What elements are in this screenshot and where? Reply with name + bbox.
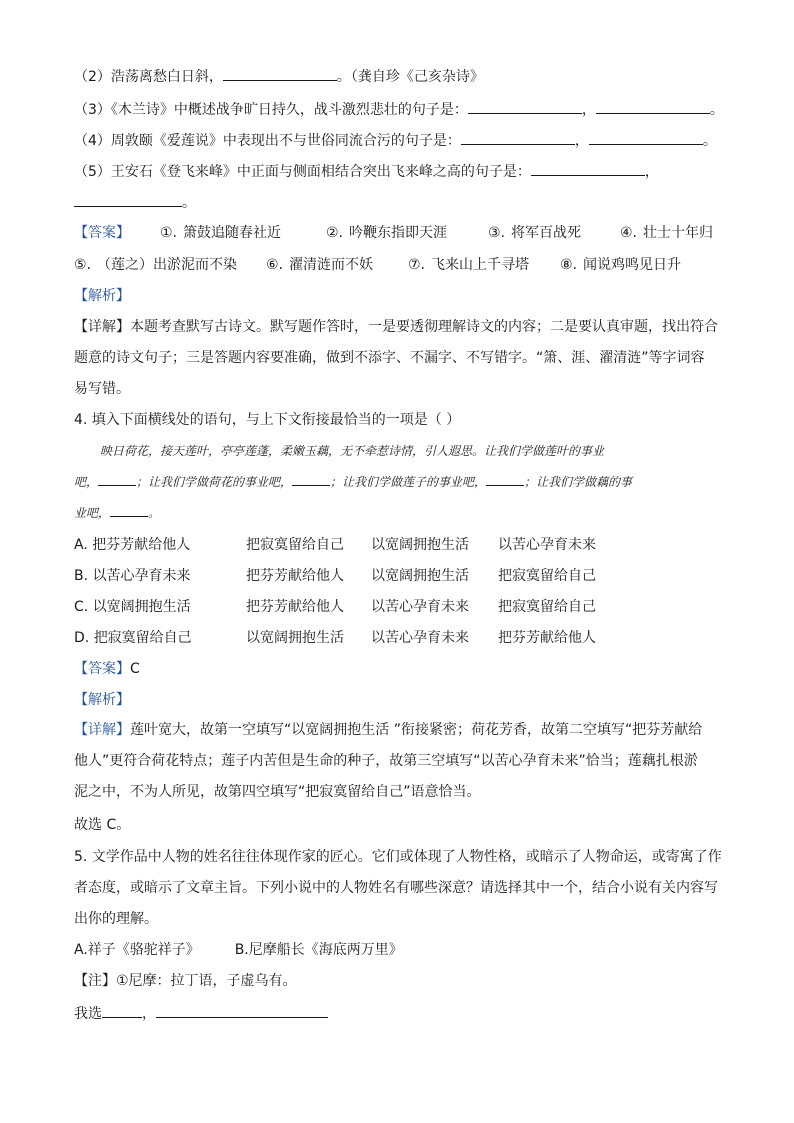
choice-a[interactable]: A.祥子《骆驼祥子》 — [74, 942, 200, 958]
q3-item-5-cont: 。 — [74, 192, 196, 213]
answer-item-7: ⑦. 飞来山上千寻塔 — [408, 257, 530, 273]
q5-note: 【注】①尼摩：拉丁语，子虚乌有。 — [74, 973, 297, 989]
q5-response: 我选 ， — [74, 1003, 328, 1024]
choice-b[interactable]: B.尼摩船长《海底两万里》 — [234, 942, 403, 958]
answer-item-5: ⑤. （莲之）出淤泥而不染 — [74, 257, 238, 273]
q4-detail: 【详解】莲叶宽大，故第一空填写“以宽阔拥抱生活 ”衔接紧密；荷花芳香，故第二空填写“把芬芳献给 他人”更符合荷花特点；莲子内苦但是生命的种子，故第三空填写“以苦心孕育未来”恰当；莲藕扎根淤 泥之中，不为人所见，故第四空填写“把寂寞留给自己”语意恰当。 — [74, 722, 703, 800]
answer-item-4: ④. 壮士十年归 — [620, 225, 714, 241]
answer-blank[interactable] — [292, 471, 330, 486]
choice-blank[interactable] — [102, 1003, 142, 1018]
answer-tag: 【答案】 — [74, 661, 130, 677]
q5-stem: 5. 文学作品中人物的姓名往往体现作家的匠心。它们或体现了人物性格，或暗示了人物命运，或寄寓了作 者态度，或暗示了文章主旨。下列小说中的人物姓名有哪些深意？请选择其中一个，结合小说有关内容写 出你的理解。 — [74, 849, 722, 927]
answer-blank[interactable] — [468, 99, 582, 114]
answer-blank[interactable] — [531, 161, 645, 176]
q4-answer: 【答案】C — [74, 661, 140, 677]
answer-blank[interactable] — [486, 471, 524, 486]
q3-item-2: （2）浩荡离愁白日斜， 。（龚自珍《己亥杂诗》 — [74, 66, 484, 87]
answer-item-2: ②. 吟鞭东指即天涯 — [326, 225, 448, 241]
detail-tag: 【详解】 — [74, 722, 130, 738]
q4-stem: 4. 填入下面横线处的语句，与上下文衔接最恰当的一项是（ ） — [74, 412, 461, 428]
answer-blank[interactable] — [223, 66, 337, 81]
q3-item-4: （4）周敦颐《爱莲说》中表现出不与世俗同流合污的句子是： ， 。 — [74, 130, 717, 151]
detail-tag: 【详解】 — [74, 319, 130, 335]
answer-blank[interactable] — [74, 192, 182, 207]
answer-blank[interactable] — [98, 471, 136, 486]
analysis-tag: 【解析】 — [74, 692, 130, 708]
q3-item-5: （5）王安石《登飞来峰》中正面与侧面相结合突出飞来峰之高的句子是： ， — [74, 161, 659, 182]
answer-tag: 【答案】 — [74, 225, 130, 241]
answer-blank[interactable] — [596, 99, 710, 114]
q3-detail: 【详解】本题考查默写古诗文。默写题作答时，一是要透彻理解诗文的内容；二是要认真审题，找出符合 题意的诗文句子；三是答题内容要准确，做到不添字、不漏字、不写错字。“箫、涯、濯清涟”等字词容 易写错。 — [74, 319, 718, 397]
analysis-tag: 【解析】 — [74, 288, 130, 304]
q3-item-3: （3）《木兰诗》中概述战争旷日持久，战斗激烈悲壮的句子是： ， 。 — [74, 99, 724, 120]
q5-choices — [74, 940, 403, 960]
answer-blank[interactable] — [589, 130, 703, 145]
answer-blank[interactable] — [110, 502, 148, 517]
q4-conclusion: 故选 C。 — [74, 817, 131, 833]
q4-passage: 映日荷花，接天莲叶，亭亭莲蓬，柔嫩玉藕，无不牵惹诗情，引人遐思。让我们学做莲叶的事业 吧， ；让我们学做荷花的事业吧， ；让我们学做莲子的事业吧， ；让我们学做藕的事 业吧， 。 — [74, 444, 633, 520]
answer-item-8: ⑧. 闻说鸡鸣见日升 — [560, 257, 682, 273]
answer-blank[interactable] — [156, 1003, 328, 1018]
answer-item-6: ⑥. 濯清涟而不妖 — [266, 257, 374, 273]
answer-item-1: ①. 箫鼓追随春社近 — [160, 225, 282, 241]
answer-item-3: ③. 将军百战死 — [488, 225, 582, 241]
answer-blank[interactable] — [461, 130, 575, 145]
